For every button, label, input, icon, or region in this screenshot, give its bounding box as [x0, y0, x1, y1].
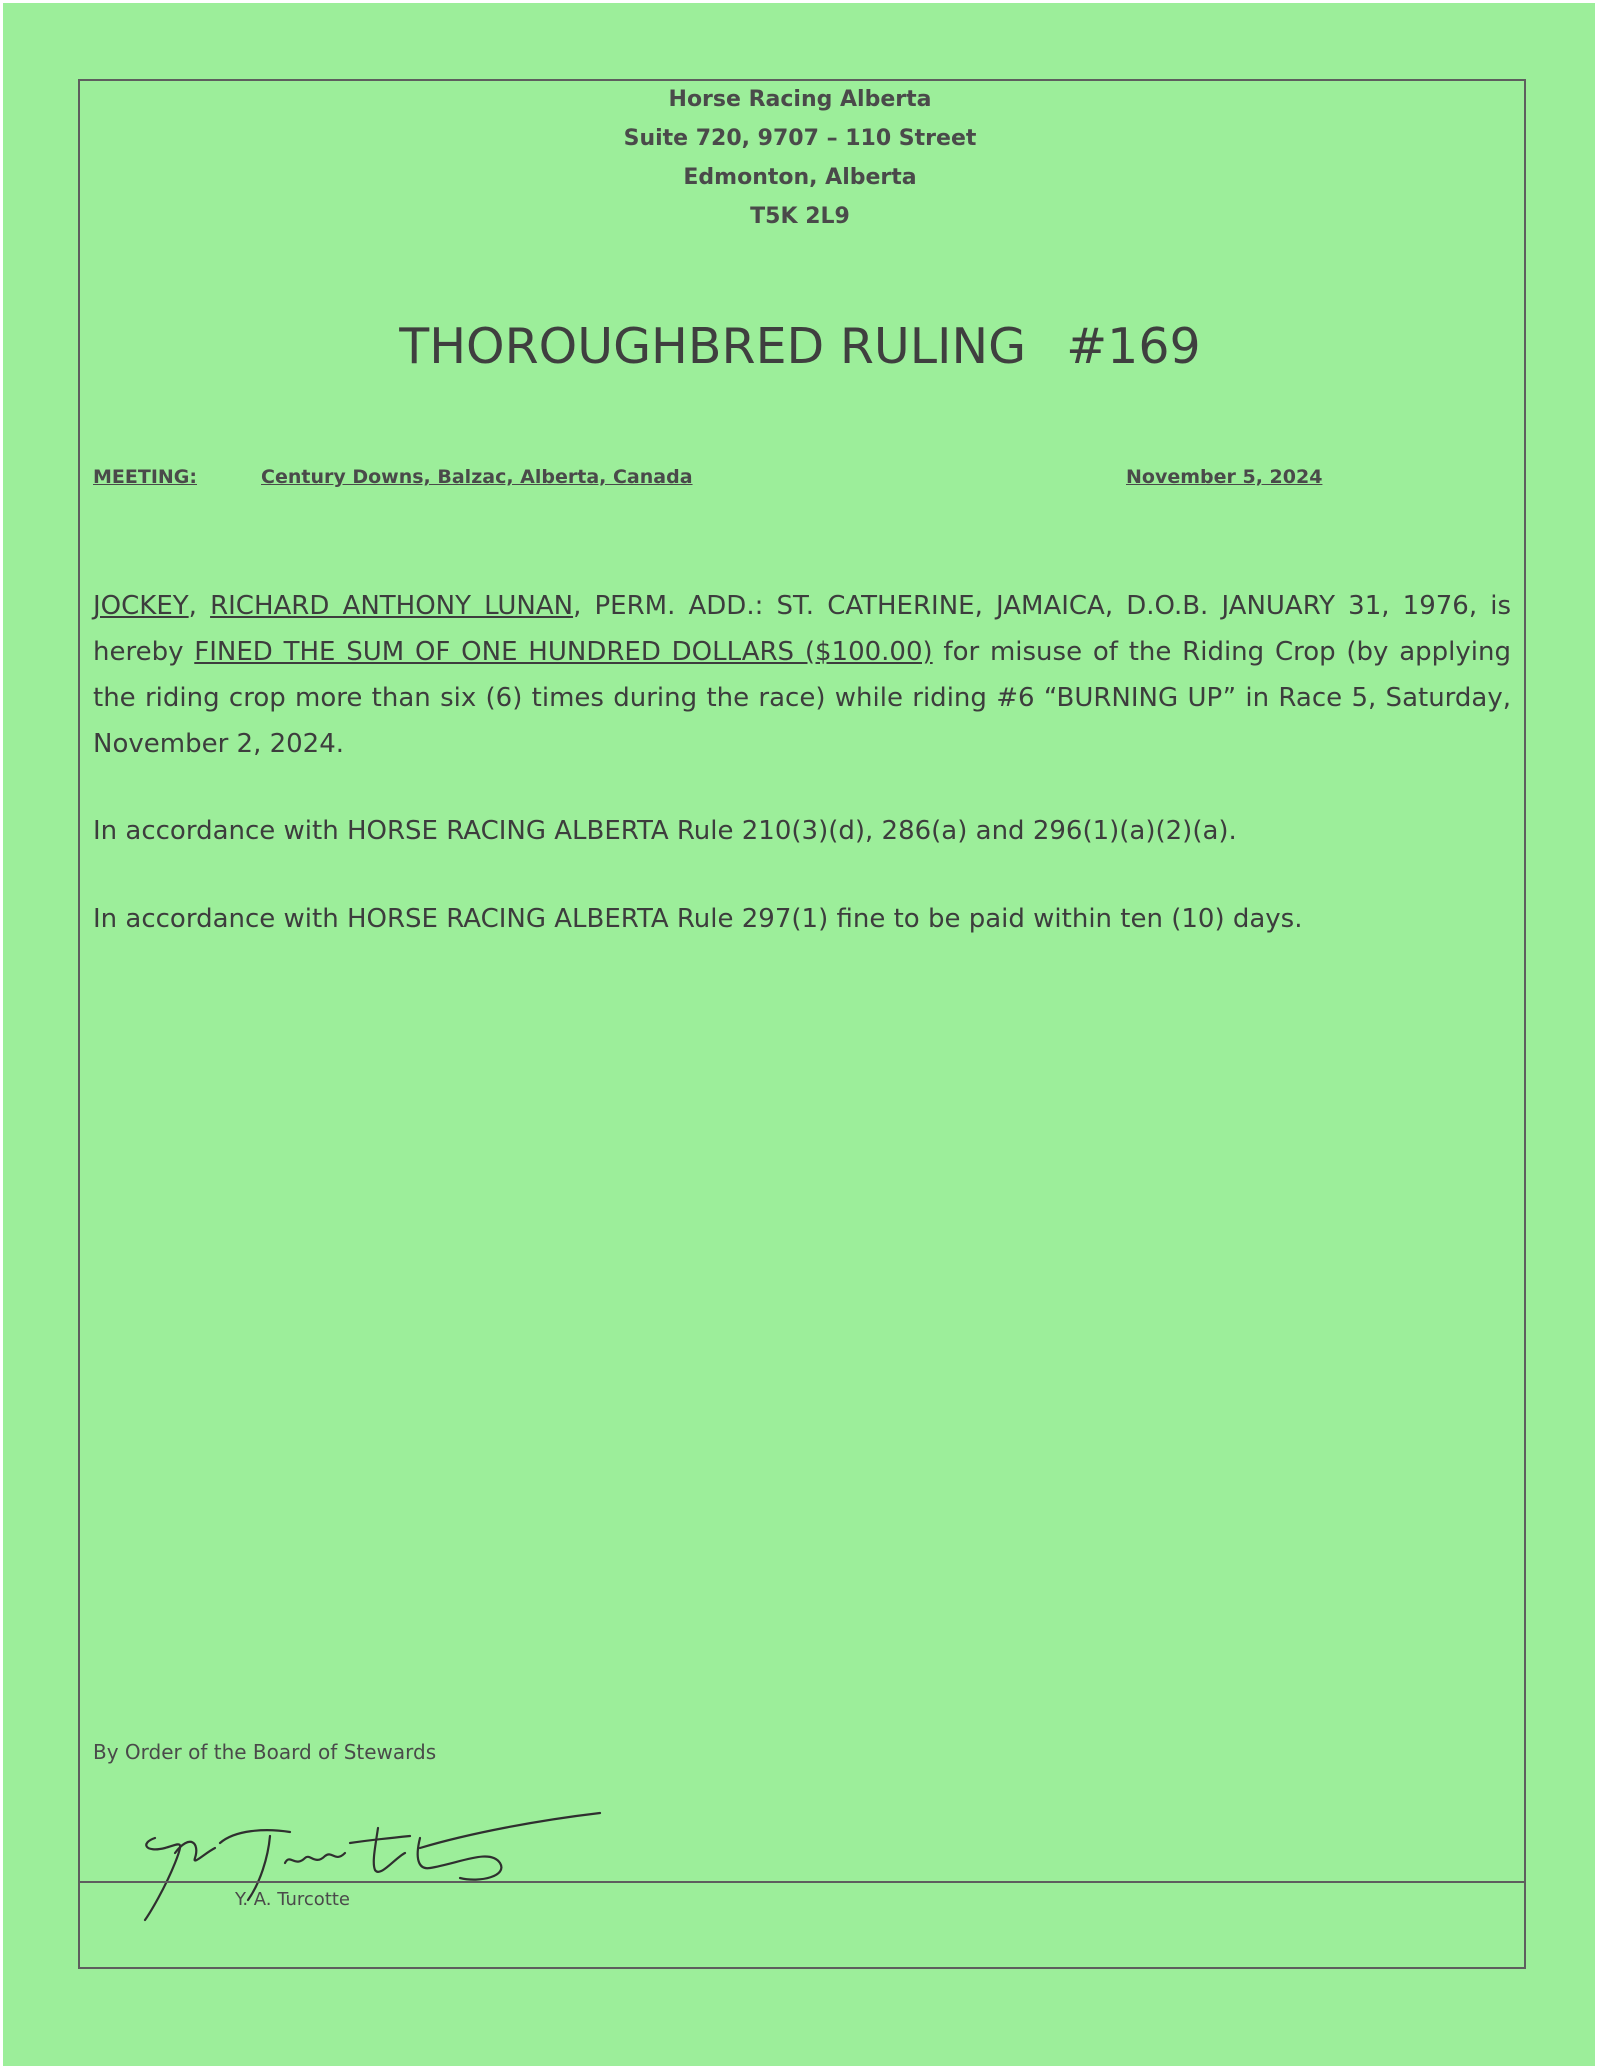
ruling-text-part-2: for misuse of the Riding Crop (by applying the riding crop more than six (6) times during the race) while riding #6 “BURNING UP” in Race 5, Saturday, November 2, 2024. — [93, 637, 1511, 759]
organization-name: Horse Racing Alberta — [668, 87, 932, 112]
role: JOCKEY — [93, 591, 189, 621]
handwritten-signature — [120, 1808, 620, 1928]
address-line-2: Edmonton, Alberta — [683, 165, 917, 190]
signatory-name: Y. A. Turcotte — [235, 1889, 351, 1910]
meeting-venue: Century Downs, Balzac, Alberta, Canada — [261, 466, 693, 488]
ruling-number: #169 — [1066, 318, 1201, 375]
ruling-title — [0, 318, 1600, 375]
ruling-text-part-1: , PERM. ADD.: ST. CATHERINE, JAMAICA, D.O.B. JANUARY 31, 1976, is hereby — [93, 591, 1512, 667]
letterhead — [0, 80, 1600, 236]
ruling-paragraph: JOCKEY, RICHARD ANTHONY LUNAN, PERM. ADD.: ST. CATHERINE, JAMAICA, D.O.B. JANUARY 31, 1976, is hereby FINED THE SUM OF ONE HUNDRED DOLLARS ($100.00) for misuse of the Riding Crop (by applying the riding crop more than six (6) times during the race) while riding #6 “BURNING UP” in Race 5, Saturday, November 2, 2024. — [93, 591, 1512, 759]
ruling-date: November 5, 2024 — [1126, 466, 1323, 488]
licensee-name: RICHARD ANTHONY LUNAN — [210, 591, 574, 621]
signature-line — [80, 1881, 1524, 1883]
penalty: FINED THE SUM OF ONE HUNDRED DOLLARS ($100.00) — [194, 637, 933, 667]
rule-reference-1: In accordance with HORSE RACING ALBERTA Rule 210(3)(d), 286(a) and 296(1)(a)(2)(a). — [93, 816, 1237, 846]
order-statement: By Order of the Board of Stewards — [93, 1740, 437, 1764]
address-line-1: Suite 720, 9707 – 110 Street — [623, 126, 977, 151]
meeting-label: MEETING: — [93, 466, 197, 488]
ruling-type: THOROUGHBRED RULING — [399, 318, 1027, 375]
postal-code: T5K 2L9 — [750, 204, 850, 229]
rule-reference-2: In accordance with HORSE RACING ALBERTA Rule 297(1) fine to be paid within ten (10) days. — [93, 904, 1303, 934]
